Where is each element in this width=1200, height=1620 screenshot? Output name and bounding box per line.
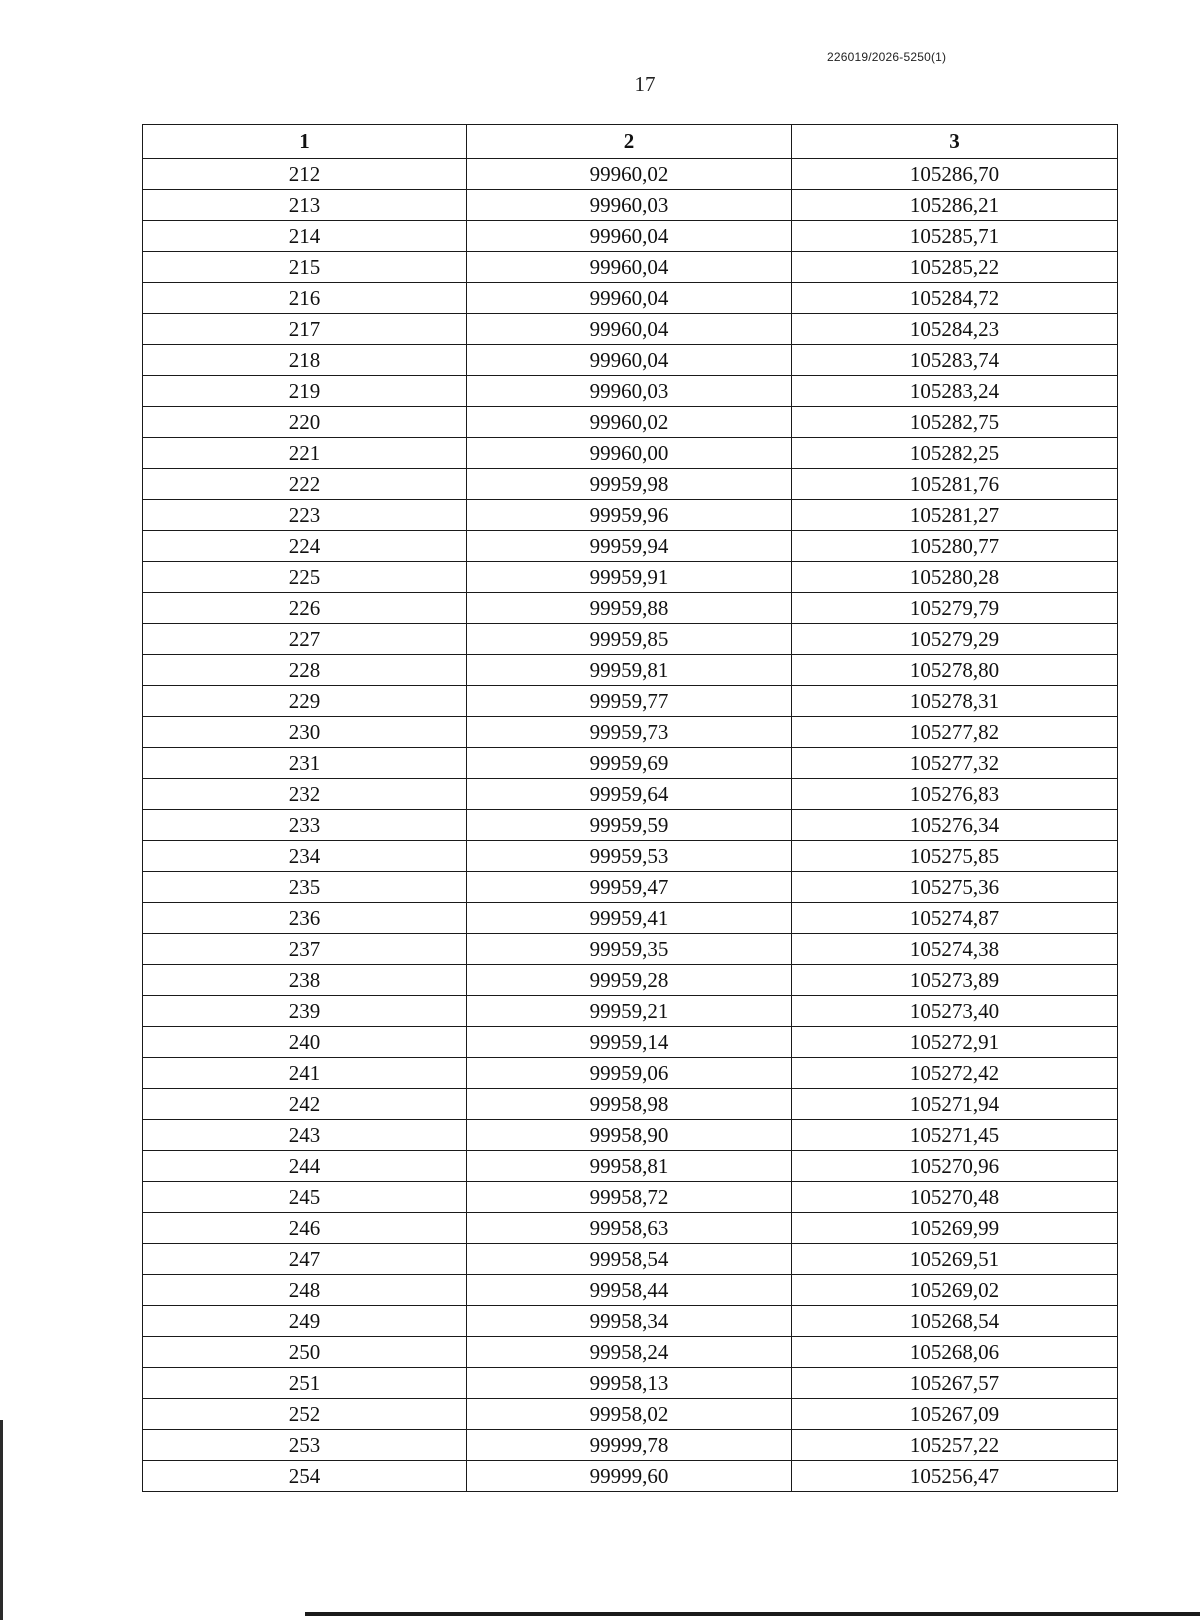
point-number-cell: 235 xyxy=(143,872,467,903)
table-row xyxy=(143,314,1118,345)
y-coordinate-cell: 105286,21 xyxy=(792,190,1118,221)
table-row xyxy=(143,469,1118,500)
y-coordinate-cell: 105271,94 xyxy=(792,1089,1118,1120)
x-coordinate-cell: 99958,13 xyxy=(467,1368,792,1399)
x-coordinate-cell: 99999,78 xyxy=(467,1430,792,1461)
x-coordinate-cell: 99960,03 xyxy=(467,190,792,221)
x-coordinate-cell: 99959,81 xyxy=(467,655,792,686)
point-number-cell: 240 xyxy=(143,1027,467,1058)
x-coordinate-cell: 99959,59 xyxy=(467,810,792,841)
table-row xyxy=(143,624,1118,655)
x-coordinate-cell: 99958,54 xyxy=(467,1244,792,1275)
y-coordinate-cell: 105272,91 xyxy=(792,1027,1118,1058)
y-coordinate-cell: 105282,25 xyxy=(792,438,1118,469)
column-header-3: 3 xyxy=(792,125,1118,159)
y-coordinate-cell: 105256,47 xyxy=(792,1461,1118,1492)
y-coordinate-cell: 105273,40 xyxy=(792,996,1118,1027)
x-coordinate-cell: 99959,35 xyxy=(467,934,792,965)
x-coordinate-cell: 99959,69 xyxy=(467,748,792,779)
x-coordinate-cell: 99959,85 xyxy=(467,624,792,655)
table-row xyxy=(143,1182,1118,1213)
table-row xyxy=(143,1399,1118,1430)
point-number-cell: 248 xyxy=(143,1275,467,1306)
y-coordinate-cell: 105273,89 xyxy=(792,965,1118,996)
table-header-row xyxy=(143,125,1118,159)
point-number-cell: 223 xyxy=(143,500,467,531)
point-number-cell: 241 xyxy=(143,1058,467,1089)
point-number-cell: 237 xyxy=(143,934,467,965)
x-coordinate-cell: 99960,04 xyxy=(467,283,792,314)
point-number-cell: 214 xyxy=(143,221,467,252)
table-row xyxy=(143,1244,1118,1275)
x-coordinate-cell: 99959,53 xyxy=(467,841,792,872)
y-coordinate-cell: 105267,57 xyxy=(792,1368,1118,1399)
table-row xyxy=(143,1306,1118,1337)
x-coordinate-cell: 99959,91 xyxy=(467,562,792,593)
x-coordinate-cell: 99958,63 xyxy=(467,1213,792,1244)
y-coordinate-cell: 105286,70 xyxy=(792,159,1118,190)
table-row xyxy=(143,934,1118,965)
y-coordinate-cell: 105277,82 xyxy=(792,717,1118,748)
table-row xyxy=(143,1368,1118,1399)
point-number-cell: 245 xyxy=(143,1182,467,1213)
table-body xyxy=(143,159,1118,1492)
y-coordinate-cell: 105277,32 xyxy=(792,748,1118,779)
point-number-cell: 238 xyxy=(143,965,467,996)
point-number-cell: 218 xyxy=(143,345,467,376)
table-row xyxy=(143,996,1118,1027)
y-coordinate-cell: 105271,45 xyxy=(792,1120,1118,1151)
table-row xyxy=(143,1213,1118,1244)
y-coordinate-cell: 105283,74 xyxy=(792,345,1118,376)
point-number-cell: 219 xyxy=(143,376,467,407)
y-coordinate-cell: 105270,48 xyxy=(792,1182,1118,1213)
table-row xyxy=(143,1089,1118,1120)
table-row xyxy=(143,407,1118,438)
x-coordinate-cell: 99960,02 xyxy=(467,407,792,438)
point-number-cell: 227 xyxy=(143,624,467,655)
point-number-cell: 220 xyxy=(143,407,467,438)
table-row xyxy=(143,717,1118,748)
x-coordinate-cell: 99960,00 xyxy=(467,438,792,469)
table-row xyxy=(143,810,1118,841)
x-coordinate-cell: 99959,96 xyxy=(467,500,792,531)
table-row xyxy=(143,345,1118,376)
x-coordinate-cell: 99959,98 xyxy=(467,469,792,500)
point-number-cell: 224 xyxy=(143,531,467,562)
point-number-cell: 239 xyxy=(143,996,467,1027)
table-row xyxy=(143,1027,1118,1058)
y-coordinate-cell: 105281,76 xyxy=(792,469,1118,500)
point-number-cell: 244 xyxy=(143,1151,467,1182)
table-row xyxy=(143,1120,1118,1151)
y-coordinate-cell: 105285,22 xyxy=(792,252,1118,283)
x-coordinate-cell: 99959,73 xyxy=(467,717,792,748)
table-row xyxy=(143,1058,1118,1089)
y-coordinate-cell: 105278,31 xyxy=(792,686,1118,717)
table-row xyxy=(143,500,1118,531)
point-number-cell: 232 xyxy=(143,779,467,810)
x-coordinate-cell: 99958,98 xyxy=(467,1089,792,1120)
y-coordinate-cell: 105274,38 xyxy=(792,934,1118,965)
x-coordinate-cell: 99960,04 xyxy=(467,345,792,376)
table-row xyxy=(143,159,1118,190)
y-coordinate-cell: 105269,02 xyxy=(792,1275,1118,1306)
x-coordinate-cell: 99959,06 xyxy=(467,1058,792,1089)
point-number-cell: 230 xyxy=(143,717,467,748)
table-row xyxy=(143,686,1118,717)
table-row xyxy=(143,221,1118,252)
y-coordinate-cell: 105284,23 xyxy=(792,314,1118,345)
table-row xyxy=(143,438,1118,469)
point-number-cell: 246 xyxy=(143,1213,467,1244)
x-coordinate-cell: 99960,04 xyxy=(467,314,792,345)
table-row xyxy=(143,531,1118,562)
x-coordinate-cell: 99959,64 xyxy=(467,779,792,810)
point-number-cell: 254 xyxy=(143,1461,467,1492)
point-number-cell: 251 xyxy=(143,1368,467,1399)
y-coordinate-cell: 105280,28 xyxy=(792,562,1118,593)
point-number-cell: 242 xyxy=(143,1089,467,1120)
table-row xyxy=(143,562,1118,593)
y-coordinate-cell: 105282,75 xyxy=(792,407,1118,438)
y-coordinate-cell: 105268,06 xyxy=(792,1337,1118,1368)
y-coordinate-cell: 105278,80 xyxy=(792,655,1118,686)
x-coordinate-cell: 99959,47 xyxy=(467,872,792,903)
x-coordinate-cell: 99958,72 xyxy=(467,1182,792,1213)
x-coordinate-cell: 99959,28 xyxy=(467,965,792,996)
y-coordinate-cell: 105276,34 xyxy=(792,810,1118,841)
x-coordinate-cell: 99959,77 xyxy=(467,686,792,717)
y-coordinate-cell: 105281,27 xyxy=(792,500,1118,531)
table-row xyxy=(143,1430,1118,1461)
x-coordinate-cell: 99960,03 xyxy=(467,376,792,407)
y-coordinate-cell: 105274,87 xyxy=(792,903,1118,934)
x-coordinate-cell: 99959,14 xyxy=(467,1027,792,1058)
y-coordinate-cell: 105268,54 xyxy=(792,1306,1118,1337)
x-coordinate-cell: 99999,60 xyxy=(467,1461,792,1492)
y-coordinate-cell: 105279,79 xyxy=(792,593,1118,624)
point-number-cell: 213 xyxy=(143,190,467,221)
point-number-cell: 250 xyxy=(143,1337,467,1368)
scan-edge-mark xyxy=(0,1420,3,1620)
table-row xyxy=(143,748,1118,779)
point-number-cell: 216 xyxy=(143,283,467,314)
table-row xyxy=(143,1337,1118,1368)
point-number-cell: 217 xyxy=(143,314,467,345)
y-coordinate-cell: 105267,09 xyxy=(792,1399,1118,1430)
y-coordinate-cell: 105257,22 xyxy=(792,1430,1118,1461)
point-number-cell: 249 xyxy=(143,1306,467,1337)
page-number: 17 xyxy=(634,72,656,96)
point-number-cell: 225 xyxy=(143,562,467,593)
column-header-1: 1 xyxy=(143,125,467,159)
y-coordinate-cell: 105276,83 xyxy=(792,779,1118,810)
table-row xyxy=(143,376,1118,407)
x-coordinate-cell: 99959,21 xyxy=(467,996,792,1027)
point-number-cell: 215 xyxy=(143,252,467,283)
y-coordinate-cell: 105283,24 xyxy=(792,376,1118,407)
x-coordinate-cell: 99958,34 xyxy=(467,1306,792,1337)
point-number-cell: 243 xyxy=(143,1120,467,1151)
point-number-cell: 253 xyxy=(143,1430,467,1461)
y-coordinate-cell: 105280,77 xyxy=(792,531,1118,562)
x-coordinate-cell: 99959,94 xyxy=(467,531,792,562)
coordinates-table xyxy=(142,124,1118,1492)
point-number-cell: 228 xyxy=(143,655,467,686)
y-coordinate-cell: 105269,99 xyxy=(792,1213,1118,1244)
table-row xyxy=(143,1461,1118,1492)
y-coordinate-cell: 105279,29 xyxy=(792,624,1118,655)
document-reference-number: 226019/2026-5250(1) xyxy=(827,50,947,64)
table-row xyxy=(143,190,1118,221)
table-row xyxy=(143,252,1118,283)
x-coordinate-cell: 99958,44 xyxy=(467,1275,792,1306)
point-number-cell: 236 xyxy=(143,903,467,934)
x-coordinate-cell: 99959,41 xyxy=(467,903,792,934)
point-number-cell: 234 xyxy=(143,841,467,872)
table-row xyxy=(143,872,1118,903)
x-coordinate-cell: 99960,04 xyxy=(467,252,792,283)
table-row xyxy=(143,1275,1118,1306)
point-number-cell: 252 xyxy=(143,1399,467,1430)
bottom-scan-line xyxy=(305,1612,1200,1616)
x-coordinate-cell: 99958,81 xyxy=(467,1151,792,1182)
point-number-cell: 247 xyxy=(143,1244,467,1275)
table-row xyxy=(143,655,1118,686)
x-coordinate-cell: 99959,88 xyxy=(467,593,792,624)
y-coordinate-cell: 105269,51 xyxy=(792,1244,1118,1275)
point-number-cell: 229 xyxy=(143,686,467,717)
table-row xyxy=(143,903,1118,934)
point-number-cell: 226 xyxy=(143,593,467,624)
table-row xyxy=(143,779,1118,810)
point-number-cell: 222 xyxy=(143,469,467,500)
table-row xyxy=(143,1151,1118,1182)
y-coordinate-cell: 105270,96 xyxy=(792,1151,1118,1182)
y-coordinate-cell: 105275,85 xyxy=(792,841,1118,872)
y-coordinate-cell: 105285,71 xyxy=(792,221,1118,252)
y-coordinate-cell: 105284,72 xyxy=(792,283,1118,314)
x-coordinate-cell: 99960,02 xyxy=(467,159,792,190)
point-number-cell: 233 xyxy=(143,810,467,841)
y-coordinate-cell: 105272,42 xyxy=(792,1058,1118,1089)
table-row xyxy=(143,593,1118,624)
x-coordinate-cell: 99960,04 xyxy=(467,221,792,252)
column-header-2: 2 xyxy=(467,125,792,159)
point-number-cell: 221 xyxy=(143,438,467,469)
point-number-cell: 231 xyxy=(143,748,467,779)
table-row xyxy=(143,283,1118,314)
x-coordinate-cell: 99958,02 xyxy=(467,1399,792,1430)
point-number-cell: 212 xyxy=(143,159,467,190)
table-row xyxy=(143,965,1118,996)
x-coordinate-cell: 99958,24 xyxy=(467,1337,792,1368)
y-coordinate-cell: 105275,36 xyxy=(792,872,1118,903)
x-coordinate-cell: 99958,90 xyxy=(467,1120,792,1151)
table-row xyxy=(143,841,1118,872)
